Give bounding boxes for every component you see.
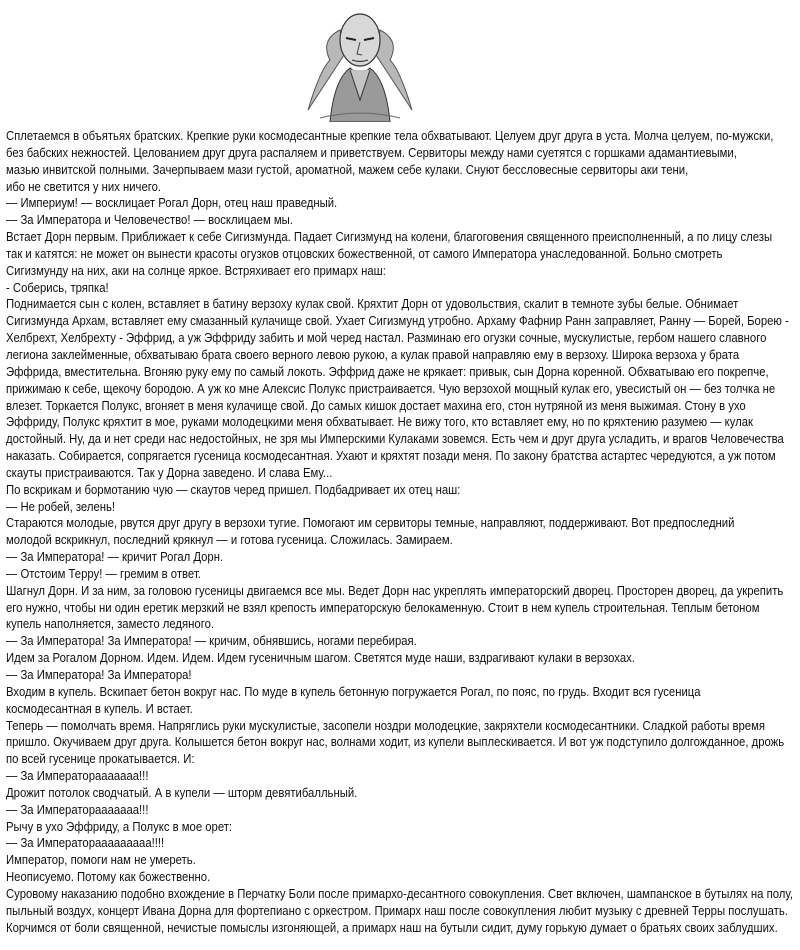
text-line: Эффриду, Полукс кряхтит в мое, руками молодецкими меня обхватывает. Не вижу того, кто вставляет ему, но по кряхтению разумею — кулак bbox=[6, 414, 753, 430]
text-line: Сигизмунду на них, аки на солнце яркое. Встряхивает его примарх наш: bbox=[6, 262, 386, 278]
text-line: Теперь — помолчать время. Напряглись руки мускулистые, засопели ноздри молодецкие, закряхтели космодесантники. Сладкой работы время bbox=[6, 717, 766, 733]
text-line: Встает Дорн первым. Приближает к себе Сигизмунда. Падает Сигизмунд на колени, благоговения священного преисполненный, а по лицу слезы bbox=[6, 229, 773, 245]
text-line: без бабских нежностей. Целованием друг друга распаляем и приветствуем. Сервиторы между нами суетятся с горшками адамантиевыми, bbox=[6, 144, 737, 160]
text-line: купель наполняется, заместо ледяного. bbox=[6, 616, 214, 632]
text-line: достойный. Ну, да и нет среди нас недостойных, не зря мы Имперскими Кулаками зовемся. Есть чем и друг друга усладить, и врагов Человечества bbox=[6, 431, 784, 447]
text-line: так и катятся: не может он вынести красоты огузков отцовских божественной, от самого Императора унаследованной. Больно смотреть bbox=[6, 245, 723, 261]
text-line: легиона заклейменные, обхватываю брата своего верного левою рукою, а кулак правой направляю ему в верзоху. Широка верзоха у брата bbox=[6, 346, 740, 362]
text-line: Стараются молодые, рвутся друг другу в верзохи тугие. Помогают им сервиторы темные, направляют, поддерживают. Вот предпоследний bbox=[6, 515, 735, 531]
text-line: — За Императора! За Императора! — кричим, обнявшись, ногами перебирая. bbox=[6, 633, 417, 649]
text-line: Сплетаемся в объятьях братских. Крепкие руки космодесантные крепкие тела обхватывают. Целуем друг друга в уста. Молча целуем, по-мужски, bbox=[6, 128, 774, 143]
text-line: Император, помоги нам не умереть. bbox=[6, 852, 196, 868]
text-line: влезет. Торкается Полукс, вгоняет в меня кулачище свой. До самых кишок достает махина его, стон нутряной из меня выжимая. Стону в ухо bbox=[6, 397, 746, 413]
text-line: по всей гусенице прокатывается. И: bbox=[6, 751, 195, 767]
text-line: Идем за Рогалом Дорном. Идем. Идем. Идем гусеничным шагом. Светятся муде наши, вздрагивают кулаки в верзохах. bbox=[6, 650, 635, 666]
text-line: космодесантная в купель. И встает. bbox=[6, 700, 193, 716]
text-line: Эффрида, вместительна. Вгоняю руку ему по самый локоть. Эффрид даже не крякает: привык, сын Дорна коренной. Обхватываю его покрепче, bbox=[6, 363, 769, 379]
text-line: Рычу в ухо Эффриду, а Полукс в мое орет: bbox=[6, 818, 233, 834]
text-line: Шагнул Дорн. И за ним, за головою гусеницы двигаемся все мы. Ведет Дорн нас укреплять императорский дворец. Просторен дворец, да укрепить bbox=[6, 582, 784, 598]
text-line: - Соберись, тряпка! bbox=[6, 279, 109, 295]
text-line: скауты пристраиваются. Так у Дорна заведено. И слава Ему... bbox=[6, 464, 333, 480]
text-line: наказать. Собирается, сопрягается гусеница космодесантная. Ухают и кряхтят позади меня. По закону братства астартес чередуются, а уж потом bbox=[6, 448, 776, 464]
text-line: его нужно, чтобы ни один еретик мерзкий не взял крепость императорскую белокаменную. Стоит в нем купель строительная. Теплым бетоном bbox=[6, 599, 760, 615]
text-line: мазью инвитской полными. Зачерпываем мази густой, ароматной, мажем себе кулаки. Снуют бессловесные сервиторы аки тени, bbox=[6, 161, 689, 177]
text-line: — Отстоим Терру! — гремим в ответ. bbox=[6, 565, 201, 581]
text-line: — За Императора! — кричит Рогал Дорн. bbox=[6, 549, 224, 565]
text-line: Входим в купель. Вскипает бетон вокруг нас. По муде в купель бетонную погружается Рогал, по пояс, по грудь. Входит вся гусеница bbox=[6, 683, 701, 699]
text-line: прижимаю к себе, щекочу бородою. А уж ко мне Алексис Полукс пристраивается. Чую верзохой мощный кулак его, увесистый он — без толчка не bbox=[6, 380, 776, 396]
text-line: — За Императора! За Императора! bbox=[6, 667, 192, 682]
text-line: Суровому наказанию подобно вхождение в Перчатку Боли после примархо-десантного совокупления. Свет включен, шампанское в бутылях на полу, bbox=[6, 885, 794, 901]
text-line: пыльный воздух, концерт Ивана Дорна для фортепиано с оркестром. Примарх наш после совокупления любит музыку с древней Терры послушать. bbox=[6, 902, 788, 918]
text-line: пришло. Окучиваем друг друга. Колышется бетон вокруг нас, волнами ходит, из купели выплескивается. И вот уж подступило долгожданное, дрожь bbox=[6, 734, 785, 750]
text-line: — За Императорааааааааа!!!! bbox=[6, 835, 165, 851]
text-line: По вскрикам и бормотанию чую — скаутов черед пришел. Подбадривает их отец наш: bbox=[6, 481, 461, 497]
text-line: молодой вскрикнул, последний крякнул — и готова гусеница. Сложилась. Замираем. bbox=[6, 532, 453, 548]
story-text bbox=[6, 128, 800, 937]
text-line: — За Императорааааааа!!! bbox=[6, 768, 149, 784]
text-line: Корчимся от боли священной, нечистые помыслы изгоняющей, а примарх наш на бутыли сидит, думу горькую думает о братьях своих заблудших. bbox=[6, 919, 778, 935]
text-line: — За Императорааааааа!!! bbox=[6, 801, 149, 817]
rogal-dorn-portrait-illustration bbox=[300, 0, 420, 122]
text-line: Дрожит потолок сводчатый. А в купели — шторм девятибалльный. bbox=[6, 784, 358, 800]
text-line: Хелбрехт, Хелбрехту - Эффрид, а уж Эффриду забить и мой черед настал. Разминаю его огузки сочные, мускулистые, гербом нашего славного bbox=[6, 330, 767, 346]
text-line: — Империум! — восклицает Рогал Дорн, отец наш праведный. bbox=[6, 195, 338, 211]
text-line: ибо не светится у них ничего. bbox=[6, 178, 162, 194]
text-line: Поднимается сын с колен, вставляет в батину верзоху кулак свой. Кряхтит Дорн от удовольствия, скалит в темноте зубы белые. Обнимает bbox=[6, 296, 739, 312]
text-line: Неописуемо. Потому как божественно. bbox=[6, 869, 211, 885]
text-line: — Не робей, зелень! bbox=[6, 498, 116, 514]
text-line: Сигизмунда Архам, вставляет ему смазанный кулачище свой. Ухает Сигизмунд утробно. Архаму Фафнир Ранн заправляет, Ранну — Борей, Борею - bbox=[6, 313, 789, 329]
text-line: — За Императора и Человечество! — восклицаем мы. bbox=[6, 212, 293, 228]
